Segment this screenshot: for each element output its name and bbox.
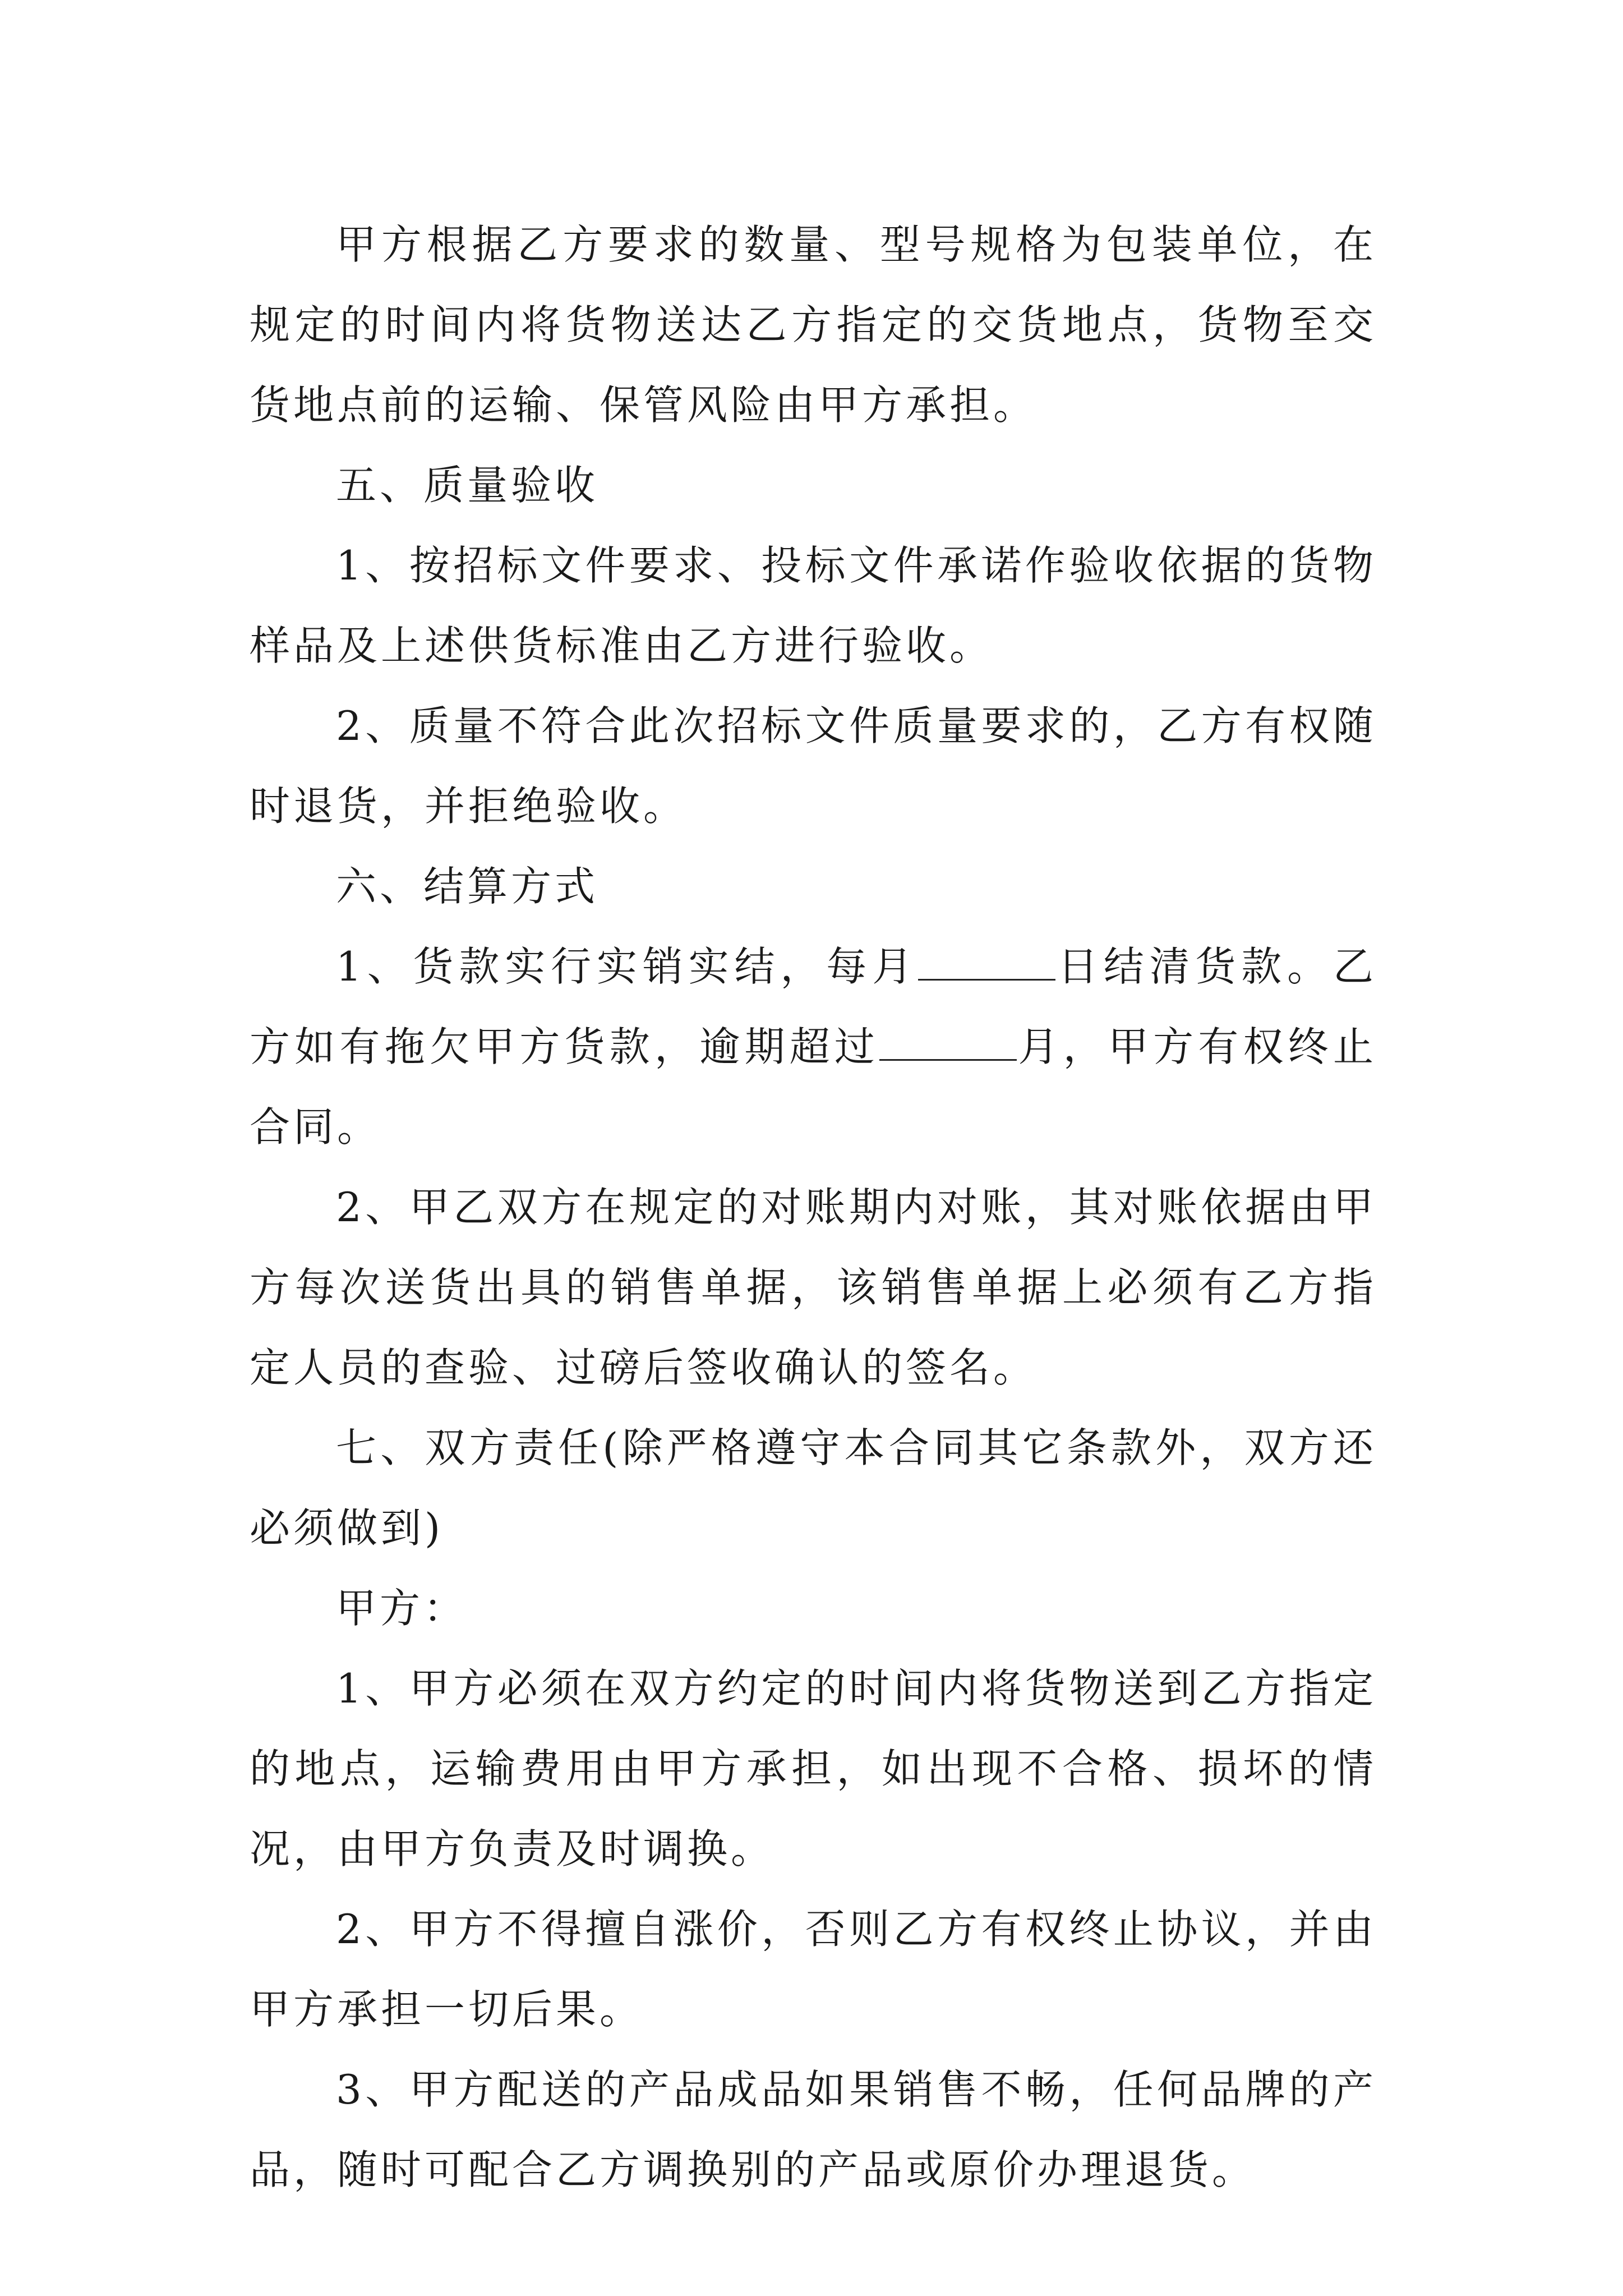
paragraph-party-a-price: 2、甲方不得擅自涨价，否则乙方有权终止协议，并由甲方承担一切后果。 bbox=[250, 1906, 1377, 2033]
party-a-label: 甲方： bbox=[336, 1585, 468, 1632]
paragraph-acceptance-basis: 1、按招标文件要求、投标文件承诺作验收依据的货物样品及上述供货标准由乙方进行验收。 bbox=[250, 542, 1377, 669]
document-body bbox=[250, 205, 1377, 2210]
payment-text-part3: 月，甲方有权终止合同。 bbox=[250, 1023, 1377, 1151]
blank-month-field bbox=[879, 1025, 1017, 1061]
section-heading-settlement: 六、结算方式 bbox=[336, 863, 599, 910]
payment-text-part2: 日结清货款。乙方如有拖欠甲方货款，逾期超过 bbox=[250, 943, 1377, 1070]
paragraph-reconciliation: 2、甲乙双方在规定的对账期内对账，其对账依据由甲方每次送货出具的销售单据，该销售单据上必须有乙方指定人员的查验、过磅后签收确认的签名。 bbox=[250, 1184, 1377, 1391]
paragraph-return-right: 2、质量不符合此次招标文件质量要求的，乙方有权随时退货，并拒绝验收。 bbox=[250, 702, 1377, 830]
paragraph-party-a-exchange: 3、甲方配送的产品成品如果销售不畅，任何品牌的产品，随时可配合乙方调换别的产品或原价办理退货。 bbox=[250, 2066, 1377, 2193]
blank-day-field bbox=[918, 945, 1055, 981]
section-heading-quality-acceptance: 五、质量验收 bbox=[336, 462, 599, 509]
paragraph-party-a-delivery: 1、甲方必须在双方约定的时间内将货物送到乙方指定的地点，运输费用由甲方承担，如出现不合格、损坏的情况，由甲方负责及时调换。 bbox=[250, 1665, 1377, 1872]
section-heading-responsibilities: 七、双方责任(除严格遵守本合同其它条款外，双方还必须做到) bbox=[250, 1424, 1377, 1552]
paragraph-delivery: 甲方根据乙方要求的数量、型号规格为包装单位，在规定的时间内将货物送达乙方指定的交货地点，货物至交货地点前的运输、保管风险由甲方承担。 bbox=[250, 221, 1377, 429]
paragraph-payment-terms bbox=[250, 927, 1377, 1167]
payment-text-part1: 1、货款实行实销实结，每月 bbox=[336, 943, 918, 990]
